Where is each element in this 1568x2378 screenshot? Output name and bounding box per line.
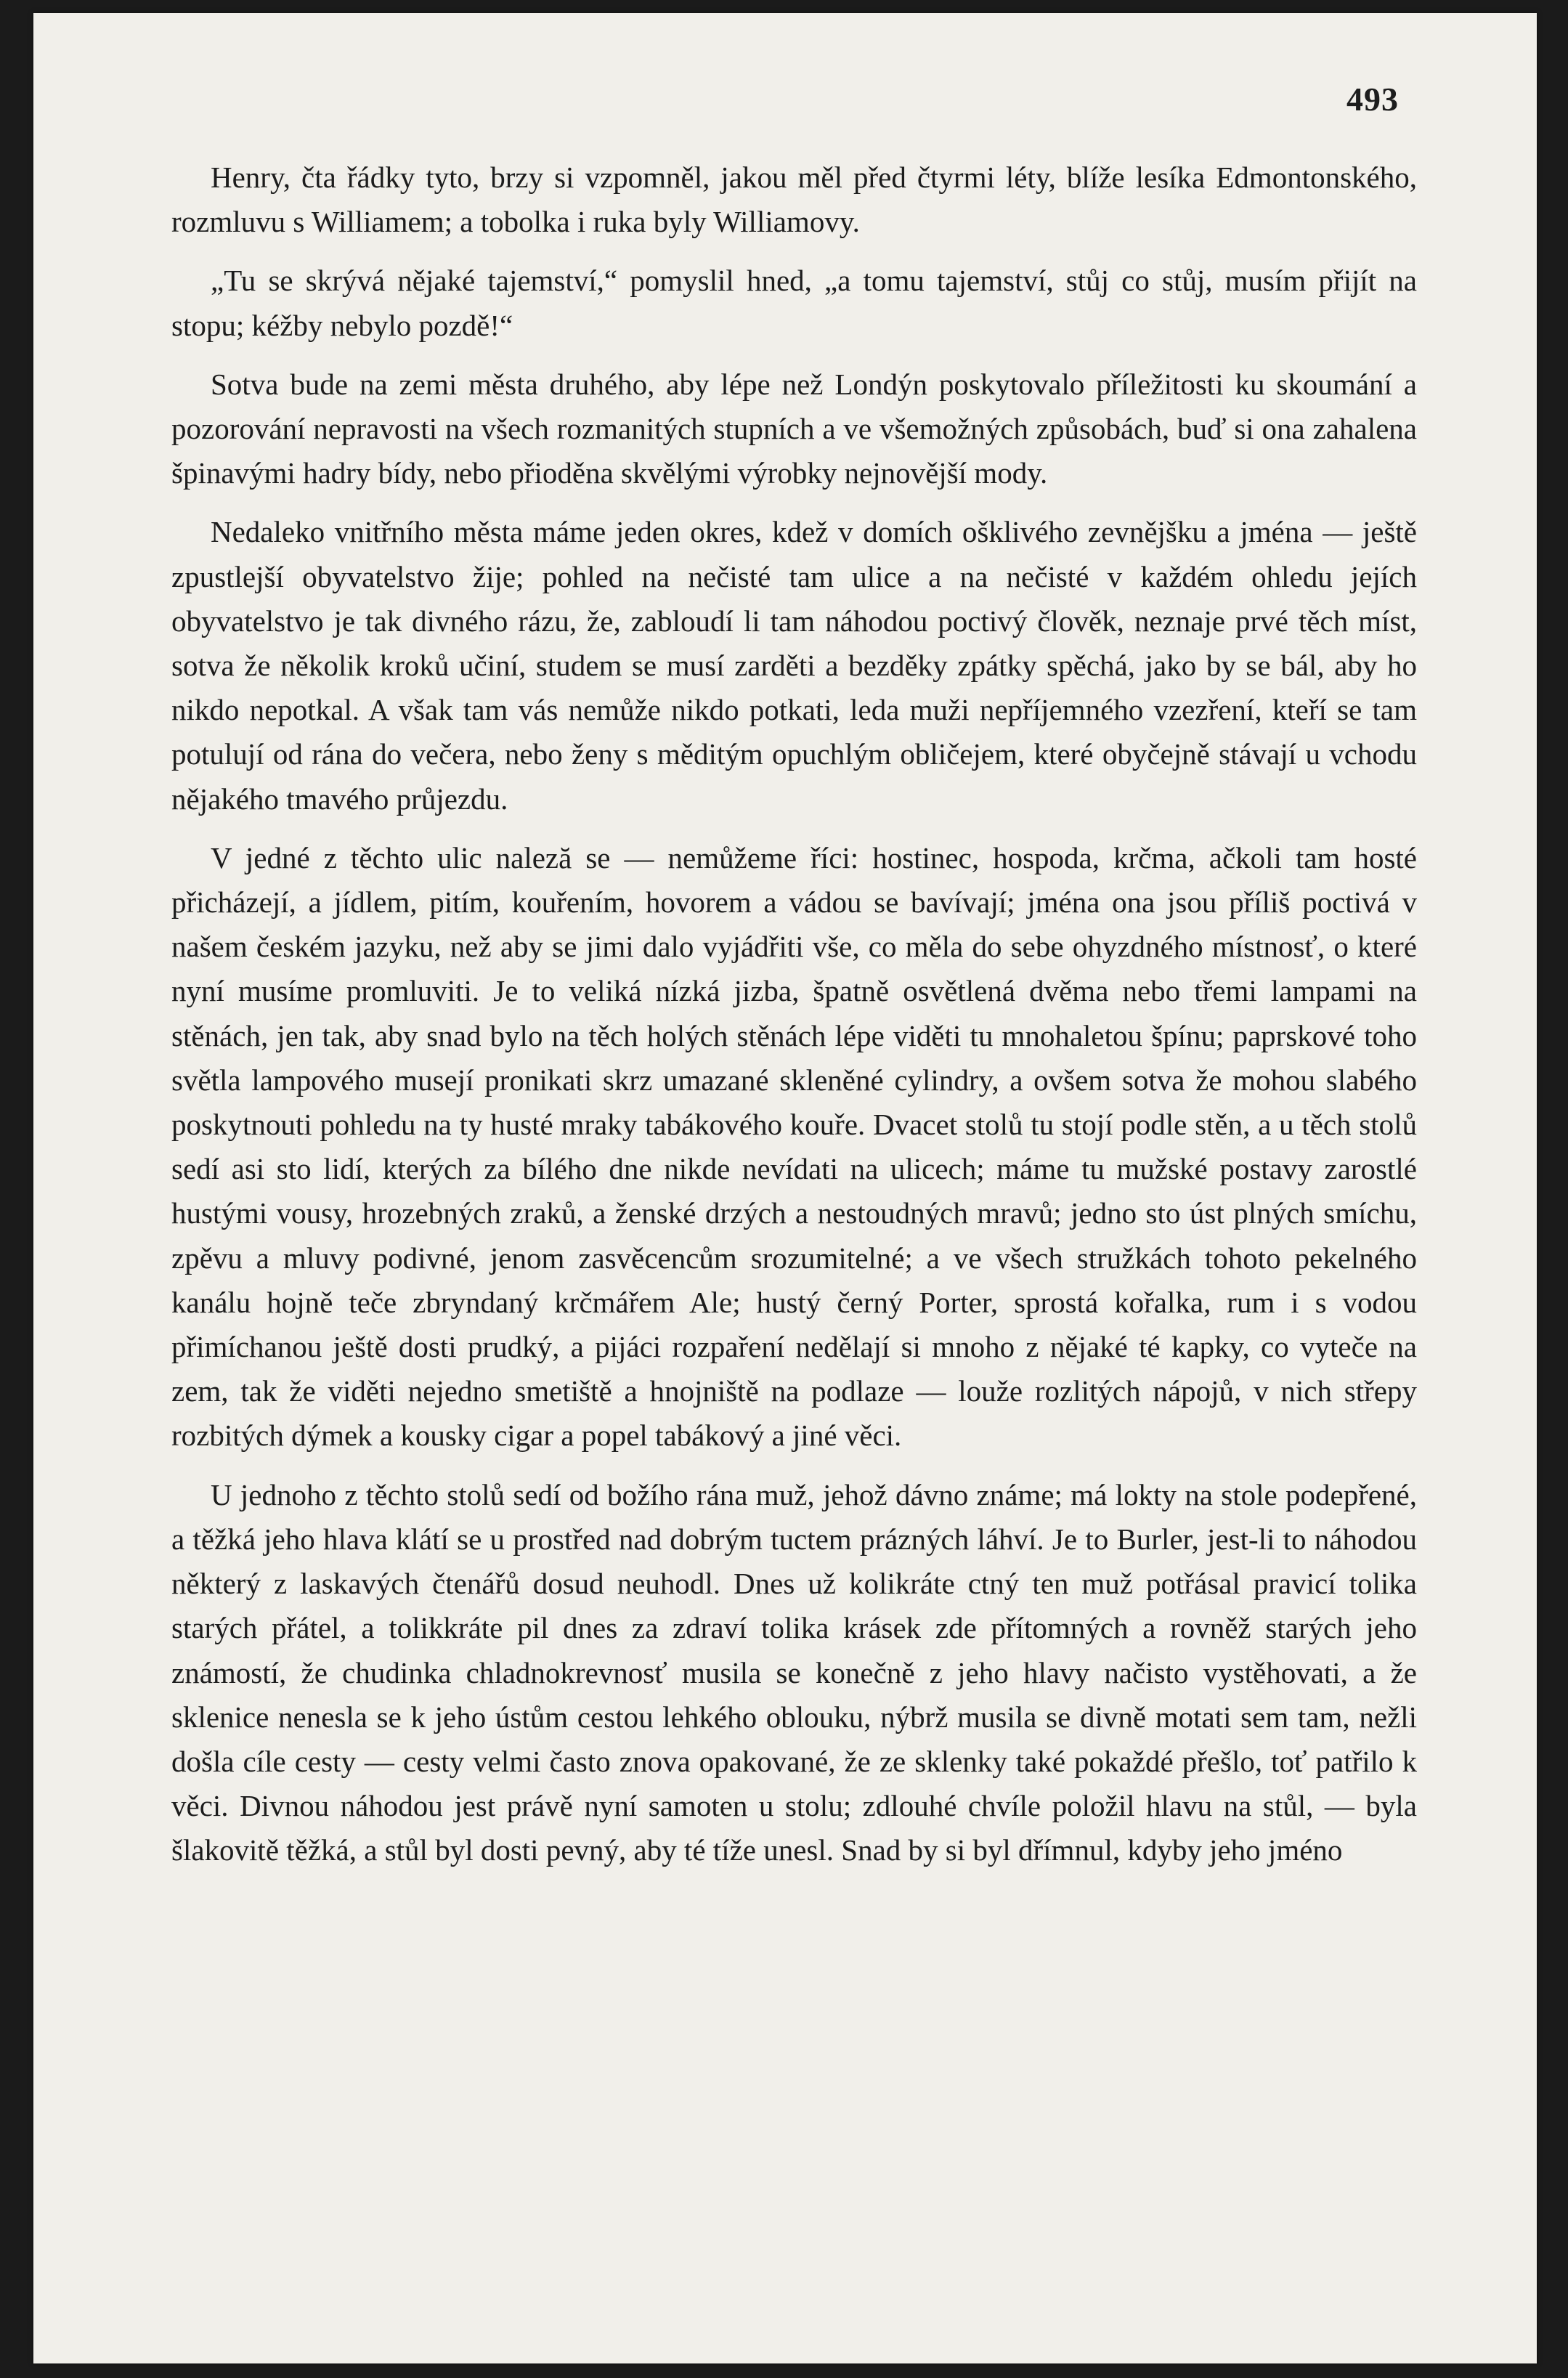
paragraph: U jednoho z těchto stolů sedí od božího rána muž, jehož dávno známe; má lokty na stole podepřené, a těžká jeho hlava klátí se u prostřed nad dobrým tuctem prázných láhví. Je to Burler, jest-li to náhodou některý z laskavých čtenářů dosud neuhodl. Dnes už kolikráte ctný ten muž potřásal pravicí tolika starých přátel, a tolikkráte pil dnes za zdraví tolika krásek zde přítomných a rovněž starých jeho známostí, že chudinka chladnokrevnosť musila se konečně z jeho hlavy načisto vystěhovati, a že sklenice nenesla se k jeho ústům cestou lehkého oblouku, nýbrž musila se divně motati sem tam, nežli došla cíle cesty — cesty velmi často znova opakované, že ze sklenky také pokaždé přešlo, toť patřilo k věci. Divnou náhodou jest právě nyní samoten u stolu; zdlouhé chvíle položil hlavu na stůl, — byla šlakovitě těžká, a stůl byl dosti pevný, aby té tíže unesl. Snad by si byl dřímnul, kdyby jeho jméno [171,1477,1417,1867]
paragraph: V jedné z těchto ulic naleză se — nemůžeme říci: hostinec, hospoda, krčma, ačkoli tam hosté přicházejí, a jídlem, pitím, kouřením, hovorem a vádou se bavívají; jména ona jsou příliš poctivá v našem českém jazyku, než aby se jimi dalo vyjádřiti vše, co měla do sebe ohyzdného místnosť, o které nyní musíme promluviti. Je to veliká nízká jizba, špatně osvětlená dvěma nebo třemi lampami na stěnách, jen tak, aby snad bylo na těch holých stěnách lépe viděti tu mnohaletou špínu; paprskové toho světla lampového musejí pronikati skrz umazané skleněné cylindry, a ovšem sotva že mohou slabého poskytnouti pohledu na ty husté mraky tabákového kouře. Dvacet stolů tu stojí podle stěn, a u těch stolů sedí asi sto lidí, kterých za bílého dne nikde nevídati na ulicech; máme tu mužské postavy zarostlé hustými vousy, hrozebných zraků, a ženské drzých a nestoudných mravů; jedno sto úst plných smíchu, zpěvu a mluvy podivné, jenom zasvěcencům srozumitelné; a ve všech stružkách tohoto pekelného kanálu hojně teče zbryndaný krčmářem Ale; hustý černý Porter, sprostá kořalka, rum i s vodou přimíchanou ještě dosti prudký, a pijáci rozpaření nedělají si mnoho z nějaké té kapky, co vyteče na zem, tak že viděti nejedno smetiště a hnojniště na podlaze — louže rozlitých nápojů, v nich střepy rozbitých dýmek a kousky cigar a popel tabákový a jiné věci. [171,840,1417,1453]
paragraph: Sotva bude na zemi města druhého, aby lépe než Londýn poskytovalo příležitosti ku skoumání a pozorování nepravosti na všech rozmanitých stupních a ve všemožných způsobách, buď si ona zahalena špinavými hadry bídy, nebo přioděna skvělými výrobky nejnovější mody. [171,367,1417,490]
body-text [171,155,1417,1888]
paragraph: Henry, čta řádky tyto, brzy si vzpomněl, jakou měl před čtyrmi léty, blíže lesíka Edmontonského, rozmluvu s Williamem; a tobolka i ruka byly Williamovy. [171,161,1417,239]
page-number: 493 [1346,81,1399,118]
paragraph: „Tu se skrývá nějaké tajemství,“ pomyslil hned, „a tomu tajemství, stůj co stůj, musím přijít na stopu; kéžby nebylo pozdě!“ [171,264,1417,342]
book-page [33,13,1537,2363]
paragraph: Nedaleko vnitřního města máme jeden okres, kdež v domích ošklivého zevnějšku a jména — ještě zpustlejší obyvatelstvo žije; pohled na nečisté tam ulice a na nečisté v každém ohledu jejích obyvatelstvo je tak divného rázu, že, zabloudí li tam náhodou poctivý člověk, neznaje prvé těch míst, sotva že několik kroků učiní, studem se musí zarděti a bezděky zpátky spěchá, jako by se bál, aby ho nikdo nepotkal. A však tam vás nemůže nikdo potkati, leda muži nepříjemného vzezření, kteří se tam potulují od rána do večera, nebo ženy s měditým opuchlým obličejem, které obyčejně stávají u vchodu nějakého tmavého průjezdu. [171,515,1417,816]
